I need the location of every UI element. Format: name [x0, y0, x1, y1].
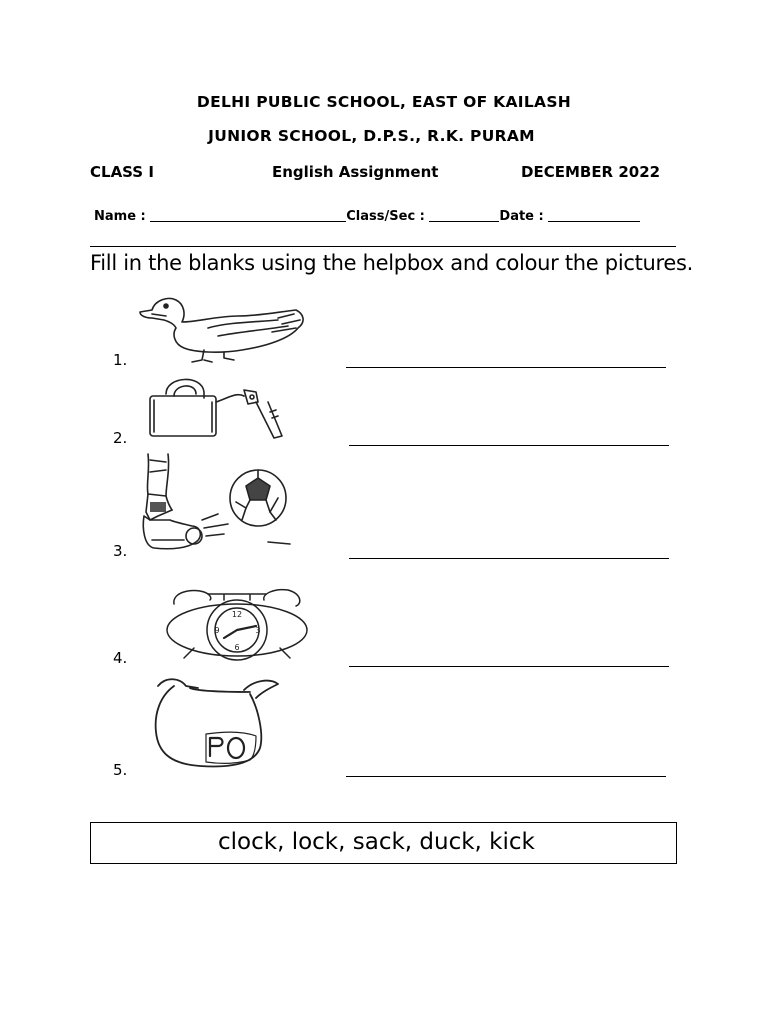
answer-blank[interactable]	[349, 445, 669, 446]
class-sec-label: Class/Sec :	[346, 209, 430, 224]
lock-key-icon	[144, 372, 294, 444]
name-field[interactable]	[150, 221, 346, 222]
junior-school-name: JUNIOR SCHOOL, D.P.S., R.K. PURAM	[208, 127, 535, 145]
question-number: 4.	[113, 649, 128, 667]
answer-blank[interactable]	[349, 666, 669, 667]
svg-text:6: 6	[234, 643, 240, 652]
helpbox-words: clock, lock, sack, duck, kick	[218, 829, 535, 855]
helpbox	[90, 822, 677, 864]
answer-blank[interactable]	[346, 776, 666, 777]
svg-text:12: 12	[231, 610, 243, 619]
question-number: 3.	[113, 542, 128, 560]
date-label: DECEMBER 2022	[521, 163, 661, 181]
alarm-clock-icon	[164, 586, 310, 662]
answer-blank[interactable]	[349, 558, 669, 559]
class-sec-field[interactable]	[429, 221, 499, 222]
answer-blank[interactable]	[346, 367, 666, 368]
subject-label: English Assignment	[272, 163, 439, 181]
question-number: 5.	[113, 761, 128, 779]
svg-text:3: 3	[255, 626, 261, 635]
svg-text:9: 9	[214, 626, 220, 635]
sack-icon	[150, 674, 282, 768]
student-info-line	[94, 209, 640, 224]
duck-icon	[138, 292, 310, 364]
date-field[interactable]	[548, 221, 640, 222]
kick-ball-icon	[138, 450, 298, 550]
school-name: DELHI PUBLIC SCHOOL, EAST OF KAILASH	[196, 93, 572, 111]
question-number: 1.	[113, 351, 128, 369]
header-divider	[90, 246, 676, 247]
date-field-label: Date :	[499, 209, 549, 224]
name-label: Name :	[94, 209, 151, 224]
question-number: 2.	[113, 429, 128, 447]
instruction-text: Fill in the blanks using the helpbox and colour the pictures.	[90, 251, 694, 275]
class-label: CLASS I	[90, 163, 154, 181]
